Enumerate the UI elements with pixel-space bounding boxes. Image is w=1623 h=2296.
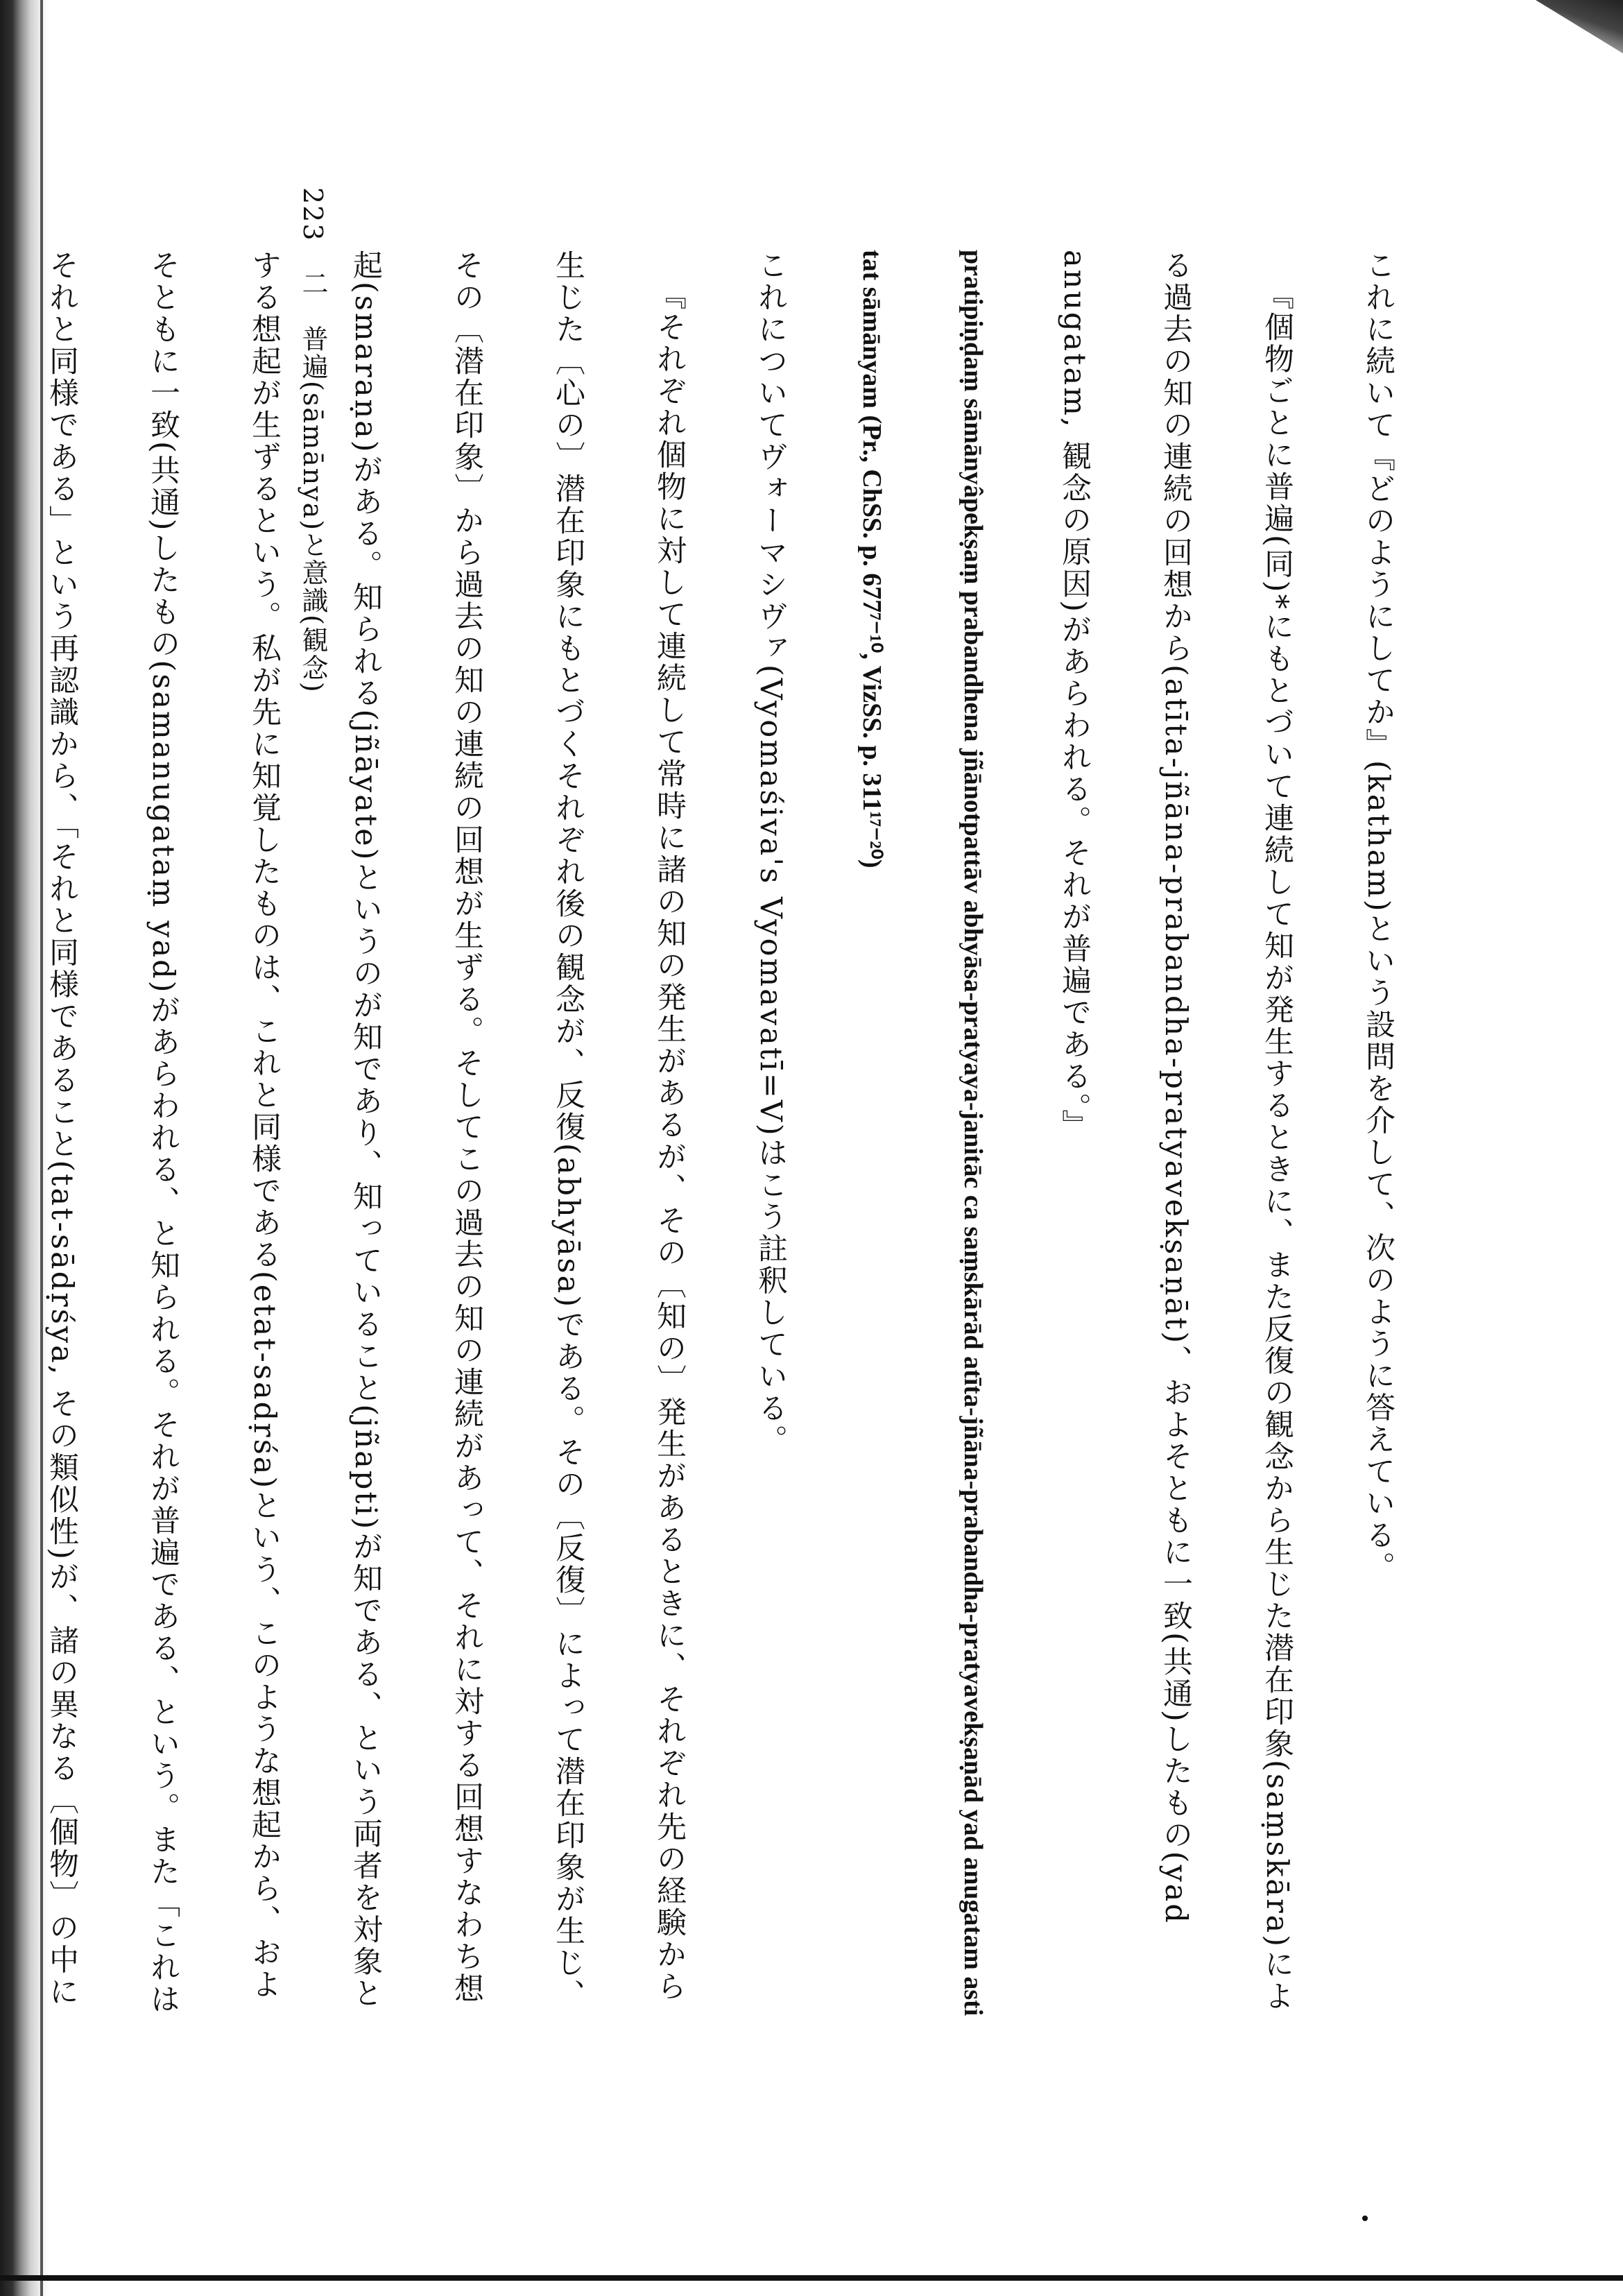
section-marker: 二	[298, 269, 328, 298]
page-number: 223	[298, 187, 328, 242]
bottom-rule	[0, 2275, 1623, 2281]
quote-translation: 『個物ごとに普遍(同)*にもとづいて連続して知が発生するときに、また反復の観念から生じた潜在印象(saṃskāra)による過去の知の連続の回想から(atīta-jñāna-prabandha-pratyavekṣaṇāt)、およそともに一致(共通)したもの(yad anugatam, 観念の原因)があらわれる。それが普遍である。』	[1057, 250, 1294, 2013]
scan-speck	[1362, 2216, 1368, 2221]
paragraph-commentary-intro: これについてヴォーマシヴァ(Vyomaśiva's Vyomavatī=V)はこう註釈している。	[753, 250, 788, 1457]
sanskrit-quote: pratipiṇḍaṃ sāmānyâpekṣaṃ prabandhena jñānotpattāv abhyāsa-pratyaya-janitāc ca saṃskārād atīta-jñāna-prabandha-pratyavekṣaṇād yad anugatam asti tat sāmānyam (Pr., ChSS. p. 677⁷⁻¹⁰, VizSS. p. 311¹⁷⁻²⁰)	[857, 250, 988, 2016]
commentary-quote: 『それぞれ個物に対して連続して常時に諸の知の発生があるが、その〔知の〕発生があるときに、それぞれ先の経験から生じた〔心の〕潜在印象にもとづくそれぞれ後の観念が、反復(abhyāsa)である。その〔反復〕によって潜在印象が生じ、その〔潜在印象〕から過去の知の連続の回想が生ずる。そしてこの過去の知の連続があって、それに対する回想すなわち想起(smaraṇa)がある。知られる(jñāyate)というのが知であり、知っていること(jñapti)が知である、という両者を対象とする想起が生ずるという。私が先に知覚したものは、これと同様である(etat-sadṛśa)という、このような想起から、およそともに一致(共通)したもの(samanugataṃ yad)があらわれる、と知られる。それが普遍である、という。また「これはそれと同様である」という再認識から、「それと同様であること(tat-sādṛśya, その類似性)が、諸の異なる〔個物〕の中に	[44, 250, 687, 2016]
paragraph-intro: これに続いて『どのようにしてか』(katham)という設問を介して、次のように答えている。	[1361, 250, 1396, 1584]
corner-shadow	[1526, 0, 1623, 97]
main-text	[44, 250, 1429, 2025]
section-title: 普遍(sāmānya)と意識(観念)	[298, 325, 328, 694]
